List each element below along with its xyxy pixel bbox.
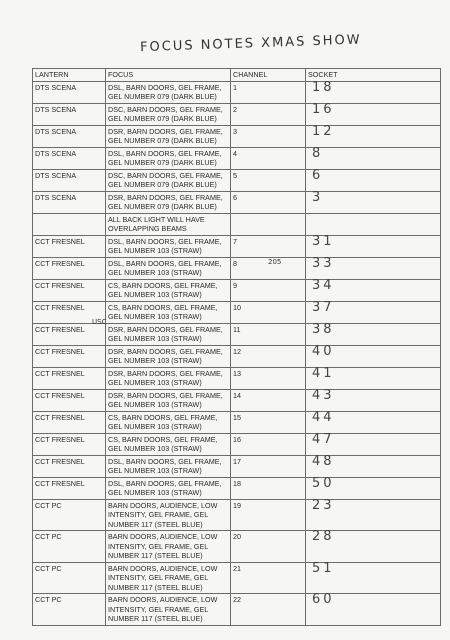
lantern-cell: CCT PC [33,499,106,531]
table-row [33,235,441,257]
socket-cell: 23 [306,499,441,531]
channel-cell: 5 [231,169,306,191]
table-header-row [33,69,441,82]
header-socket: SOCKET [306,69,441,82]
header-focus: FOCUS [106,69,231,82]
focus-table [32,68,441,626]
focus-cell: DSR, BARN DOORS, GEL FRAME, GEL NUMBER 079 (DARK BLUE) [106,191,231,213]
lantern-cell: CCT FRESNEL [33,257,106,279]
focus-cell: DSR, BARN DOORS, GEL FRAME, GEL NUMBER 103 (STRAW) [106,389,231,411]
focus-cell: DSL, BARN DOORS, GEL FRAME, GEL NUMBER 103 (STRAW) [106,477,231,499]
lantern-cell: CCT FRESNEL [33,411,106,433]
socket-cell: 33 [306,257,441,279]
channel-cell: 10 [231,301,306,323]
socket-cell: 50 [306,477,441,499]
socket-cell: 37 [306,301,441,323]
focus-cell: DSR, BARN DOORS, GEL FRAME, GEL NUMBER 103 (STRAW) [106,367,231,389]
focus-cell: DSR, BARN DOORS, GEL FRAME, GEL NUMBER 079 (DARK BLUE) [106,125,231,147]
table-row [33,531,441,563]
focus-cell: BARN DOORS, AUDIENCE, LOW INTENSITY, GEL FRAME, GEL NUMBER 117 (STEEL BLUE) [106,499,231,531]
focus-cell: DSC, BARN DOORS, GEL FRAME, GEL NUMBER 079 (DARK BLUE) [106,169,231,191]
table-row [33,389,441,411]
channel-cell: 16 [231,433,306,455]
lantern-cell: CCT PC [33,531,106,563]
focus-cell: BARN DOORS, AUDIENCE, LOW INTENSITY, GEL FRAME, GEL NUMBER 117 (STEEL BLUE) [106,562,231,594]
socket-cell: 60 [306,594,441,626]
socket-cell: 47 [306,433,441,455]
table-row [33,147,441,169]
lantern-cell: CCT FRESNEL [33,389,106,411]
socket-cell: 48 [306,455,441,477]
focus-cell: DSC, BARN DOORS, GEL FRAME, GEL NUMBER 079 (DARK BLUE) [106,103,231,125]
table-row [33,191,441,213]
table-row [33,257,441,279]
channel-cell: 1 [231,81,306,103]
channel-cell: 9 [231,279,306,301]
channel-cell: 17 [231,455,306,477]
lantern-cell: CCT FRESNEL [33,367,106,389]
focus-cell: DSR, BARN DOORS, GEL FRAME, GEL NUMBER 103 (STRAW) [106,323,231,345]
table-row [33,323,441,345]
focus-cell: CS, BARN DOORS, GEL FRAME, GEL NUMBER 103 (STRAW) [106,411,231,433]
table-row [33,477,441,499]
table-row [33,213,441,235]
socket-cell: 16 [306,103,441,125]
table-row [33,367,441,389]
header-channel: CHANNEL [231,69,306,82]
channel-cell: 20 [231,531,306,563]
socket-cell: 51 [306,562,441,594]
channel-cell: 4 [231,147,306,169]
lantern-cell: DTS SCENA [33,147,106,169]
lantern-cell [33,213,106,235]
table-row [33,594,441,626]
socket-cell: 34 [306,279,441,301]
focus-cell: DSR, BARN DOORS, GEL FRAME, GEL NUMBER 103 (STRAW) [106,345,231,367]
focus-cell: CS, BARN DOORS, GEL FRAME, GEL NUMBER 103 (STRAW) [106,301,231,323]
socket-cell: 31 [306,235,441,257]
table-row [33,455,441,477]
lantern-cell: DTS SCENA [33,191,106,213]
channel-cell: 15 [231,411,306,433]
lantern-cell: CCT PC [33,594,106,626]
socket-cell: 44 [306,411,441,433]
handwritten-note-205: 205 [268,258,282,266]
socket-cell: 18 [306,81,441,103]
channel-cell: 2 [231,103,306,125]
channel-cell [231,213,306,235]
lantern-cell: CCT PC [33,562,106,594]
channel-cell: 8 [231,257,306,279]
channel-cell: 6 [231,191,306,213]
handwritten-note-usc: USC [92,318,107,326]
socket-cell: 8 [306,147,441,169]
lantern-cell: CCT FRESNEL [33,345,106,367]
lantern-cell: CCT FRESNEL [33,301,106,323]
socket-cell: 43 [306,389,441,411]
header-lantern: LANTERN [33,69,106,82]
lantern-cell: DTS SCENA [33,125,106,147]
focus-cell: BARN DOORS, AUDIENCE, LOW INTENSITY, GEL FRAME, GEL NUMBER 117 (STEEL BLUE) [106,531,231,563]
socket-cell: 28 [306,531,441,563]
table-row [33,433,441,455]
lantern-cell: CCT FRESNEL [33,279,106,301]
channel-cell: 3 [231,125,306,147]
socket-cell: 41 [306,367,441,389]
lantern-cell: CCT FRESNEL [33,433,106,455]
table-row [33,562,441,594]
lantern-cell: CCT FRESNEL [33,477,106,499]
channel-cell: 7 [231,235,306,257]
lantern-cell: CCT FRESNEL [33,323,106,345]
channel-cell: 22 [231,594,306,626]
focus-cell: CS, BARN DOORS, GEL FRAME, GEL NUMBER 103 (STRAW) [106,433,231,455]
focus-cell: DSL, BARN DOORS, GEL FRAME, GEL NUMBER 103 (STRAW) [106,257,231,279]
table-row [33,411,441,433]
channel-cell: 19 [231,499,306,531]
table-row [33,103,441,125]
table-row [33,81,441,103]
lantern-cell: CCT FRESNEL [33,235,106,257]
focus-cell: DSL, BARN DOORS, GEL FRAME, GEL NUMBER 079 (DARK BLUE) [106,81,231,103]
table-row [33,169,441,191]
table-row [33,125,441,147]
focus-cell: DSL, BARN DOORS, GEL FRAME, GEL NUMBER 103 (STRAW) [106,235,231,257]
table-row [33,279,441,301]
focus-cell: DSL, BARN DOORS, GEL FRAME, GEL NUMBER 103 (STRAW) [106,455,231,477]
socket-cell: 40 [306,345,441,367]
channel-cell: 14 [231,389,306,411]
lantern-cell: DTS SCENA [33,169,106,191]
lantern-cell: CCT FRESNEL [33,455,106,477]
lantern-cell: DTS SCENA [33,81,106,103]
socket-cell: 38 [306,323,441,345]
table-row [33,499,441,531]
socket-cell: 6 [306,169,441,191]
channel-cell: 12 [231,345,306,367]
focus-cell: DSL, BARN DOORS, GEL FRAME, GEL NUMBER 079 (DARK BLUE) [106,147,231,169]
page-title: FOCUS NOTES XMAS SHOW [139,32,362,56]
socket-cell: 3 [306,191,441,213]
channel-cell: 18 [231,477,306,499]
focus-cell: ALL BACK LIGHT WILL HAVE OVERLAPPING BEAMS [106,213,231,235]
channel-cell: 13 [231,367,306,389]
focus-cell: BARN DOORS, AUDIENCE, LOW INTENSITY, GEL FRAME, GEL NUMBER 117 (STEEL BLUE) [106,594,231,626]
lantern-cell: DTS SCENA [33,103,106,125]
socket-cell: 12 [306,125,441,147]
focus-cell: CS, BARN DOORS, GEL FRAME, GEL NUMBER 103 (STRAW) [106,279,231,301]
channel-cell: 21 [231,562,306,594]
table-row [33,345,441,367]
socket-cell [306,213,441,235]
channel-cell: 11 [231,323,306,345]
